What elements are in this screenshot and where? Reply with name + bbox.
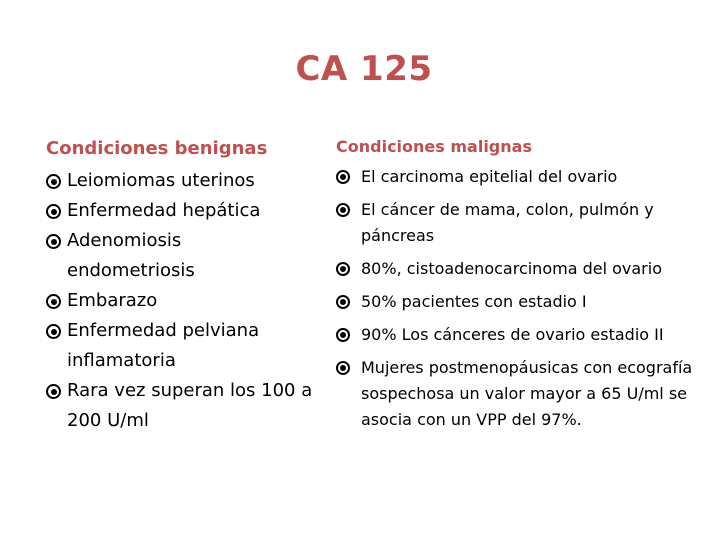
list-item-text: Mujeres postmenopáusicas con ecografía sospechosa un valor mayor a 65 U/ml se asocia con un VPP del 97%. bbox=[361, 358, 693, 429]
benign-conditions-list bbox=[46, 166, 314, 436]
circle-bullet-icon bbox=[46, 174, 61, 189]
list-item bbox=[336, 197, 718, 249]
list-item bbox=[336, 289, 718, 315]
malignant-conditions-column bbox=[336, 136, 718, 440]
list-item-text: Leiomiomas uterinos bbox=[67, 170, 255, 191]
list-item-text: Embarazo bbox=[67, 290, 158, 311]
list-item-text: 90% Los cánceres de ovario estadio II bbox=[361, 325, 664, 344]
list-item-text: Adenomiosis endometriosis bbox=[67, 230, 195, 281]
list-item bbox=[46, 286, 314, 316]
circle-bullet-icon bbox=[336, 295, 350, 309]
list-item-text: 80%, cistoadenocarcinoma del ovario bbox=[361, 259, 662, 278]
circle-bullet-icon bbox=[46, 294, 61, 309]
slide-title: CA 125 bbox=[295, 49, 433, 89]
list-item bbox=[46, 196, 314, 226]
circle-bullet-icon bbox=[336, 203, 350, 217]
list-item-text: Rara vez superan los 100 a 200 U/ml bbox=[67, 380, 313, 431]
list-item-text: Enfermedad hepática bbox=[67, 200, 261, 221]
list-item bbox=[336, 355, 718, 433]
circle-bullet-icon bbox=[46, 234, 61, 249]
list-item bbox=[46, 316, 314, 376]
malignant-conditions-list bbox=[336, 164, 718, 433]
malignant-conditions-heading: Condiciones malignas bbox=[336, 137, 532, 156]
circle-bullet-icon bbox=[46, 324, 61, 339]
list-item bbox=[46, 166, 314, 196]
list-item bbox=[336, 164, 718, 190]
list-item-text: Enfermedad pelviana inflamatoria bbox=[67, 320, 260, 371]
list-item bbox=[46, 376, 314, 436]
circle-bullet-icon bbox=[336, 361, 350, 375]
list-item bbox=[46, 226, 314, 286]
circle-bullet-icon bbox=[46, 384, 61, 399]
circle-bullet-icon bbox=[336, 170, 350, 184]
benign-conditions-heading: Condiciones benignas bbox=[46, 138, 268, 159]
circle-bullet-icon bbox=[336, 262, 350, 276]
circle-bullet-icon bbox=[46, 204, 61, 219]
benign-conditions-column bbox=[46, 136, 314, 436]
list-item-text: El carcinoma epitelial del ovario bbox=[361, 167, 618, 186]
list-item bbox=[336, 322, 718, 348]
list-item-text: 50% pacientes con estadio I bbox=[361, 292, 587, 311]
circle-bullet-icon bbox=[336, 328, 350, 342]
list-item-text: El cáncer de mama, colon, pulmón y páncreas bbox=[361, 200, 654, 245]
list-item bbox=[336, 256, 718, 282]
